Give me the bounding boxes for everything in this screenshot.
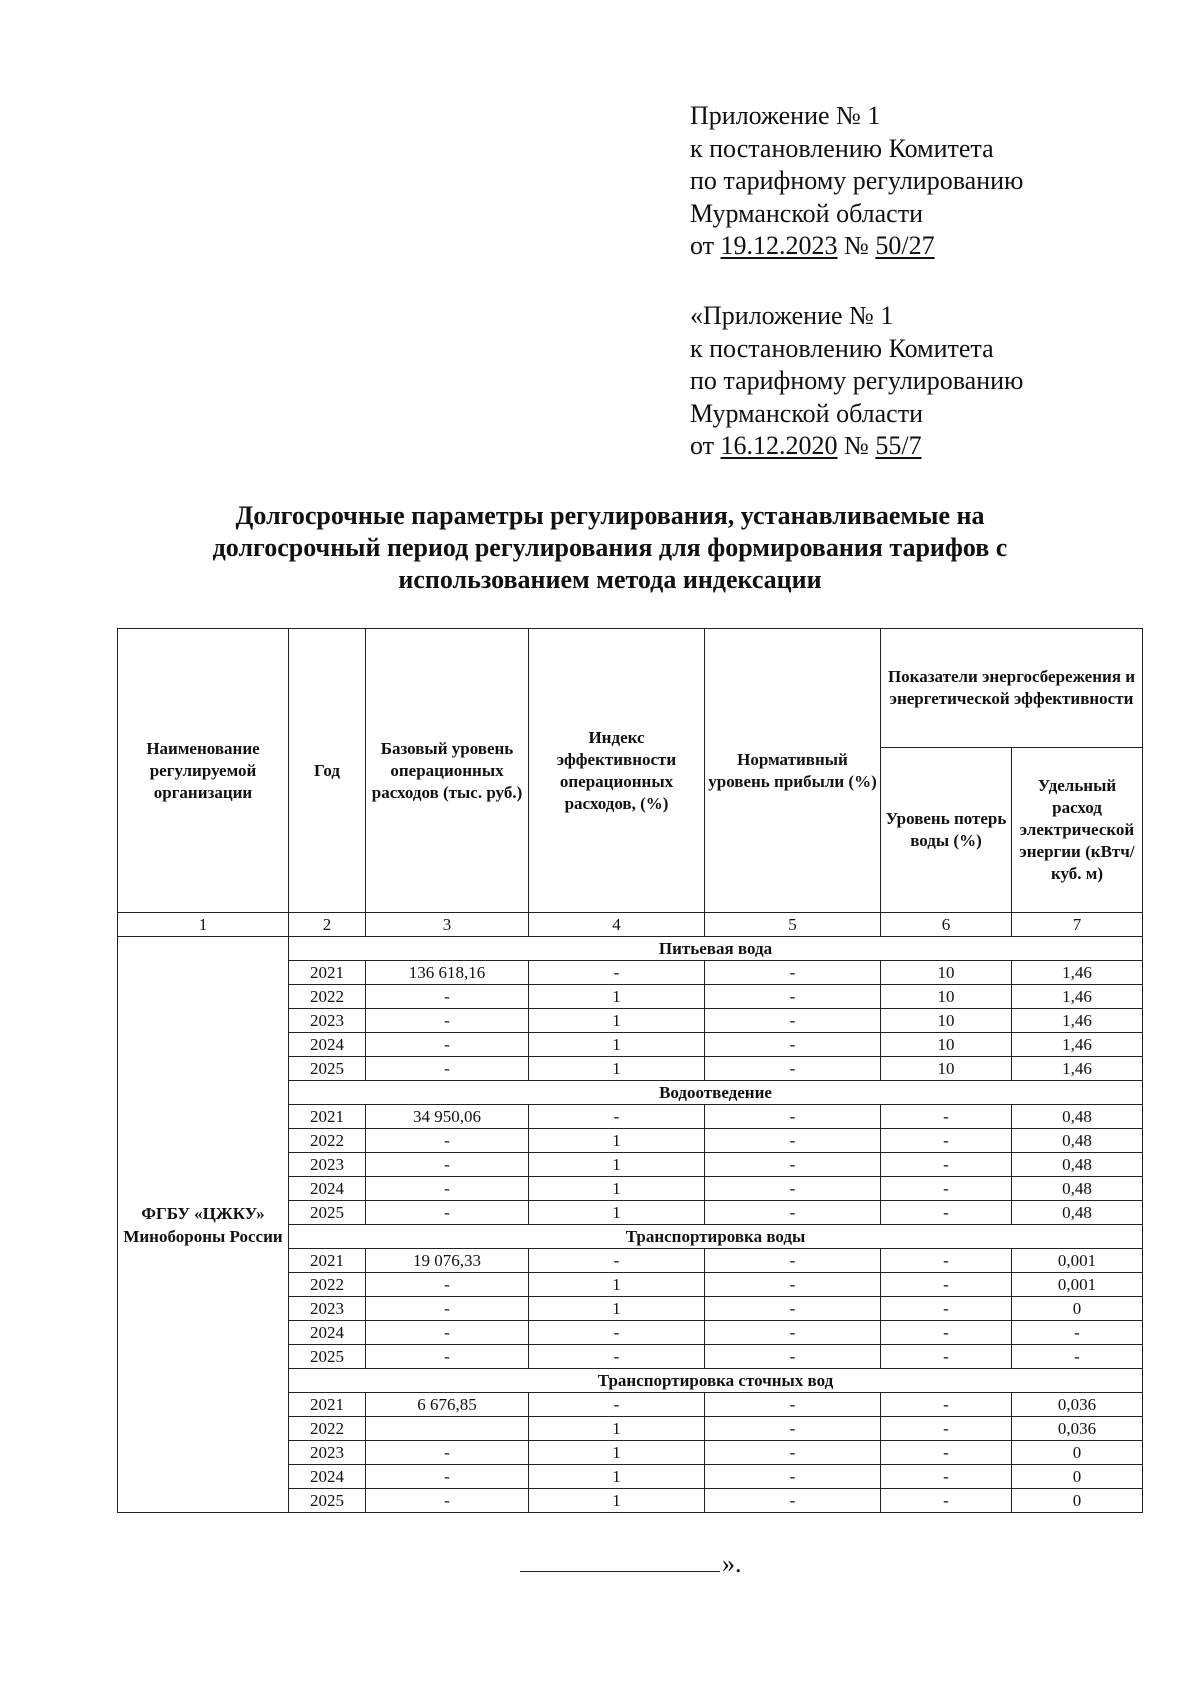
header-energy-group: Показатели энергосбережения и энергетической эффективности	[881, 629, 1143, 748]
table-cell: 10	[881, 1057, 1012, 1081]
table-cell: 0,48	[1012, 1201, 1143, 1225]
table-cell: -	[366, 1465, 529, 1489]
table-cell: 2021	[289, 1105, 366, 1129]
regulation-parameters-table	[117, 628, 1143, 1513]
table-cell: 2022	[289, 1417, 366, 1441]
table-cell: -	[881, 1153, 1012, 1177]
column-number: 5	[705, 913, 881, 937]
table-cell: -	[366, 1297, 529, 1321]
table-cell: -	[705, 1465, 881, 1489]
header-water-loss: Уровень потерь воды (%)	[881, 748, 1012, 913]
column-number: 2	[289, 913, 366, 937]
table-cell: 0,036	[1012, 1417, 1143, 1441]
column-number: 1	[118, 913, 289, 937]
table-cell: -	[705, 1441, 881, 1465]
column-number: 7	[1012, 913, 1143, 937]
appendix-header-original	[690, 300, 1160, 463]
header-base-opex: Базовый уровень операционных расходов (тыс. руб.)	[366, 629, 529, 913]
table-cell: 1	[529, 1273, 705, 1297]
table-cell: 1	[529, 1441, 705, 1465]
table-cell: 34 950,06	[366, 1105, 529, 1129]
table-cell: -	[705, 1297, 881, 1321]
table-cell: 2023	[289, 1441, 366, 1465]
table-cell: 1	[529, 1177, 705, 1201]
table-cell: 10	[881, 1033, 1012, 1057]
table-cell: 1	[529, 1417, 705, 1441]
table-cell: 0	[1012, 1441, 1143, 1465]
table-cell: -	[705, 1105, 881, 1129]
table-cell: -	[705, 1033, 881, 1057]
appendix-ref-line: к постановлению Комитета	[690, 333, 994, 363]
table-cell: 2021	[289, 1393, 366, 1417]
header-efficiency-index: Индекс эффективности операционных расходов, (%)	[529, 629, 705, 913]
table-cell: 1	[529, 1465, 705, 1489]
header-year: Год	[289, 629, 366, 913]
table-cell: 19 076,33	[366, 1249, 529, 1273]
table-cell: 2023	[289, 1009, 366, 1033]
table-cell: 136 618,16	[366, 961, 529, 985]
table-cell: 0,001	[1012, 1273, 1143, 1297]
appendix-date-line: от 19.12.2023 № 50/27	[690, 231, 935, 260]
appendix-ref-line: к постановлению Комитета	[690, 133, 994, 163]
table-cell: -	[366, 1009, 529, 1033]
table-cell: 6 676,85	[366, 1393, 529, 1417]
column-number: 3	[366, 913, 529, 937]
table-cell: -	[1012, 1321, 1143, 1345]
table-cell: 0,48	[1012, 1129, 1143, 1153]
table-cell: -	[366, 985, 529, 1009]
table-cell: -	[366, 1033, 529, 1057]
table-cell: -	[705, 1129, 881, 1153]
table-cell: 1	[529, 1009, 705, 1033]
table-cell: -	[881, 1393, 1012, 1417]
table-cell: 2025	[289, 1201, 366, 1225]
table-cell: -	[705, 1393, 881, 1417]
table-cell: 2024	[289, 1321, 366, 1345]
table-cell: 0	[1012, 1465, 1143, 1489]
table-body	[118, 937, 1143, 1513]
table-cell: -	[366, 1489, 529, 1513]
table-cell: -	[705, 1057, 881, 1081]
section-title: Водоотведение	[289, 1081, 1143, 1105]
table-cell: 2022	[289, 1273, 366, 1297]
column-number: 4	[529, 913, 705, 937]
document-title: Долгосрочные параметры регулирования, устанавливаемые на долгосрочный период регулирования для формирования тарифов с использованием метода индексации	[212, 501, 1008, 594]
table-cell: -	[366, 1153, 529, 1177]
section-title: Транспортировка сточных вод	[289, 1369, 1143, 1393]
table-cell: -	[529, 1321, 705, 1345]
table-cell: 1	[529, 1129, 705, 1153]
table-cell: 10	[881, 985, 1012, 1009]
table-cell: 0	[1012, 1297, 1143, 1321]
table-cell: -	[705, 1345, 881, 1369]
table-cell: -	[881, 1441, 1012, 1465]
table-cell: -	[881, 1105, 1012, 1129]
table-cell: -	[705, 1417, 881, 1441]
column-number-row	[118, 913, 1143, 937]
table-cell: -	[366, 1201, 529, 1225]
table-cell: 1	[529, 1153, 705, 1177]
table-cell: -	[366, 1273, 529, 1297]
table-cell: -	[366, 1177, 529, 1201]
closing-mark: ».	[520, 1549, 742, 1579]
table-cell: -	[881, 1345, 1012, 1369]
resolution-number: 50/27	[875, 231, 935, 260]
table-cell: 0	[1012, 1489, 1143, 1513]
resolution-number: 55/7	[875, 431, 922, 460]
table-cell: 1	[529, 985, 705, 1009]
table-cell: 1,46	[1012, 1033, 1143, 1057]
table-cell: -	[705, 1249, 881, 1273]
table-cell: 0,036	[1012, 1393, 1143, 1417]
table-cell: 2022	[289, 985, 366, 1009]
appendix-label: «Приложение № 1	[690, 301, 894, 330]
table-cell: -	[881, 1177, 1012, 1201]
section-title: Транспортировка воды	[289, 1225, 1143, 1249]
appendix-header-current	[690, 100, 1160, 263]
table-cell: -	[705, 1201, 881, 1225]
table-cell: 2025	[289, 1345, 366, 1369]
table-cell: 2021	[289, 961, 366, 985]
table-cell: 0,48	[1012, 1177, 1143, 1201]
signature-line	[520, 1549, 720, 1572]
section-header-row	[118, 937, 1143, 961]
table-cell: -	[705, 1177, 881, 1201]
header-org: Наименование регулируемой организации	[118, 629, 289, 913]
table-cell: -	[366, 1321, 529, 1345]
table-cell: -	[366, 1441, 529, 1465]
table-cell: -	[366, 1129, 529, 1153]
resolution-date: 19.12.2023	[720, 231, 838, 260]
table-cell: -	[529, 1249, 705, 1273]
appendix-date-line: от 16.12.2020 № 55/7	[690, 431, 922, 460]
table-cell: 1,46	[1012, 961, 1143, 985]
table-cell: -	[366, 1057, 529, 1081]
table-cell: -	[705, 1153, 881, 1177]
table-cell: -	[529, 961, 705, 985]
table-cell: 1,46	[1012, 985, 1143, 1009]
column-number: 6	[881, 913, 1012, 937]
table-cell: -	[881, 1249, 1012, 1273]
table-cell: -	[705, 961, 881, 985]
table-cell: -	[529, 1345, 705, 1369]
table-cell: 2023	[289, 1153, 366, 1177]
table-cell: 2024	[289, 1033, 366, 1057]
table-cell: 1	[529, 1489, 705, 1513]
appendix-ref-line: по тарифному регулированию	[690, 366, 1024, 395]
table-cell: 1,46	[1012, 1057, 1143, 1081]
appendix-label: Приложение № 1	[690, 101, 881, 130]
table-cell: 2021	[289, 1249, 366, 1273]
resolution-date: 16.12.2020	[720, 431, 838, 460]
table-cell: 1	[529, 1297, 705, 1321]
table-cell: -	[881, 1321, 1012, 1345]
table-cell: -	[881, 1297, 1012, 1321]
table-cell: -	[1012, 1345, 1143, 1369]
table-cell: 2022	[289, 1129, 366, 1153]
table-cell: 0,48	[1012, 1153, 1143, 1177]
table-cell: 1	[529, 1033, 705, 1057]
table-cell: 2023	[289, 1297, 366, 1321]
table-cell: -	[881, 1417, 1012, 1441]
table-cell: -	[881, 1489, 1012, 1513]
table-cell: 10	[881, 961, 1012, 985]
table-cell: 2025	[289, 1057, 366, 1081]
table-cell: -	[705, 1009, 881, 1033]
table-cell: 2024	[289, 1177, 366, 1201]
table-cell: 1	[529, 1201, 705, 1225]
organization-name: ФГБУ «ЦЖКУ» Минобороны России	[118, 937, 289, 1513]
section-title: Питьевая вода	[289, 937, 1143, 961]
table-cell: -	[529, 1393, 705, 1417]
table-cell: -	[881, 1465, 1012, 1489]
header-power-usage: Удельный расход электрической энергии (кВтч/куб. м)	[1012, 748, 1143, 913]
table-cell: 0,001	[1012, 1249, 1143, 1273]
table-cell: -	[705, 985, 881, 1009]
table-cell: -	[881, 1201, 1012, 1225]
table-cell: 1,46	[1012, 1009, 1143, 1033]
table-cell: -	[705, 1321, 881, 1345]
header-profit-level: Нормативный уровень прибыли (%)	[705, 629, 881, 913]
table-cell: 2024	[289, 1465, 366, 1489]
table-cell: -	[705, 1489, 881, 1513]
appendix-ref-line: по тарифному регулированию	[690, 166, 1024, 195]
table-cell: -	[705, 1273, 881, 1297]
table-cell: 1	[529, 1057, 705, 1081]
table-cell: -	[529, 1105, 705, 1129]
table-cell: -	[881, 1129, 1012, 1153]
appendix-ref-line: Мурманской области	[690, 398, 923, 428]
appendix-ref-line: Мурманской области	[690, 198, 923, 228]
table-cell: 10	[881, 1009, 1012, 1033]
table-cell: 2025	[289, 1489, 366, 1513]
table-cell: -	[366, 1345, 529, 1369]
table-cell: -	[881, 1273, 1012, 1297]
table-cell: 0,48	[1012, 1105, 1143, 1129]
table-cell	[366, 1417, 529, 1441]
